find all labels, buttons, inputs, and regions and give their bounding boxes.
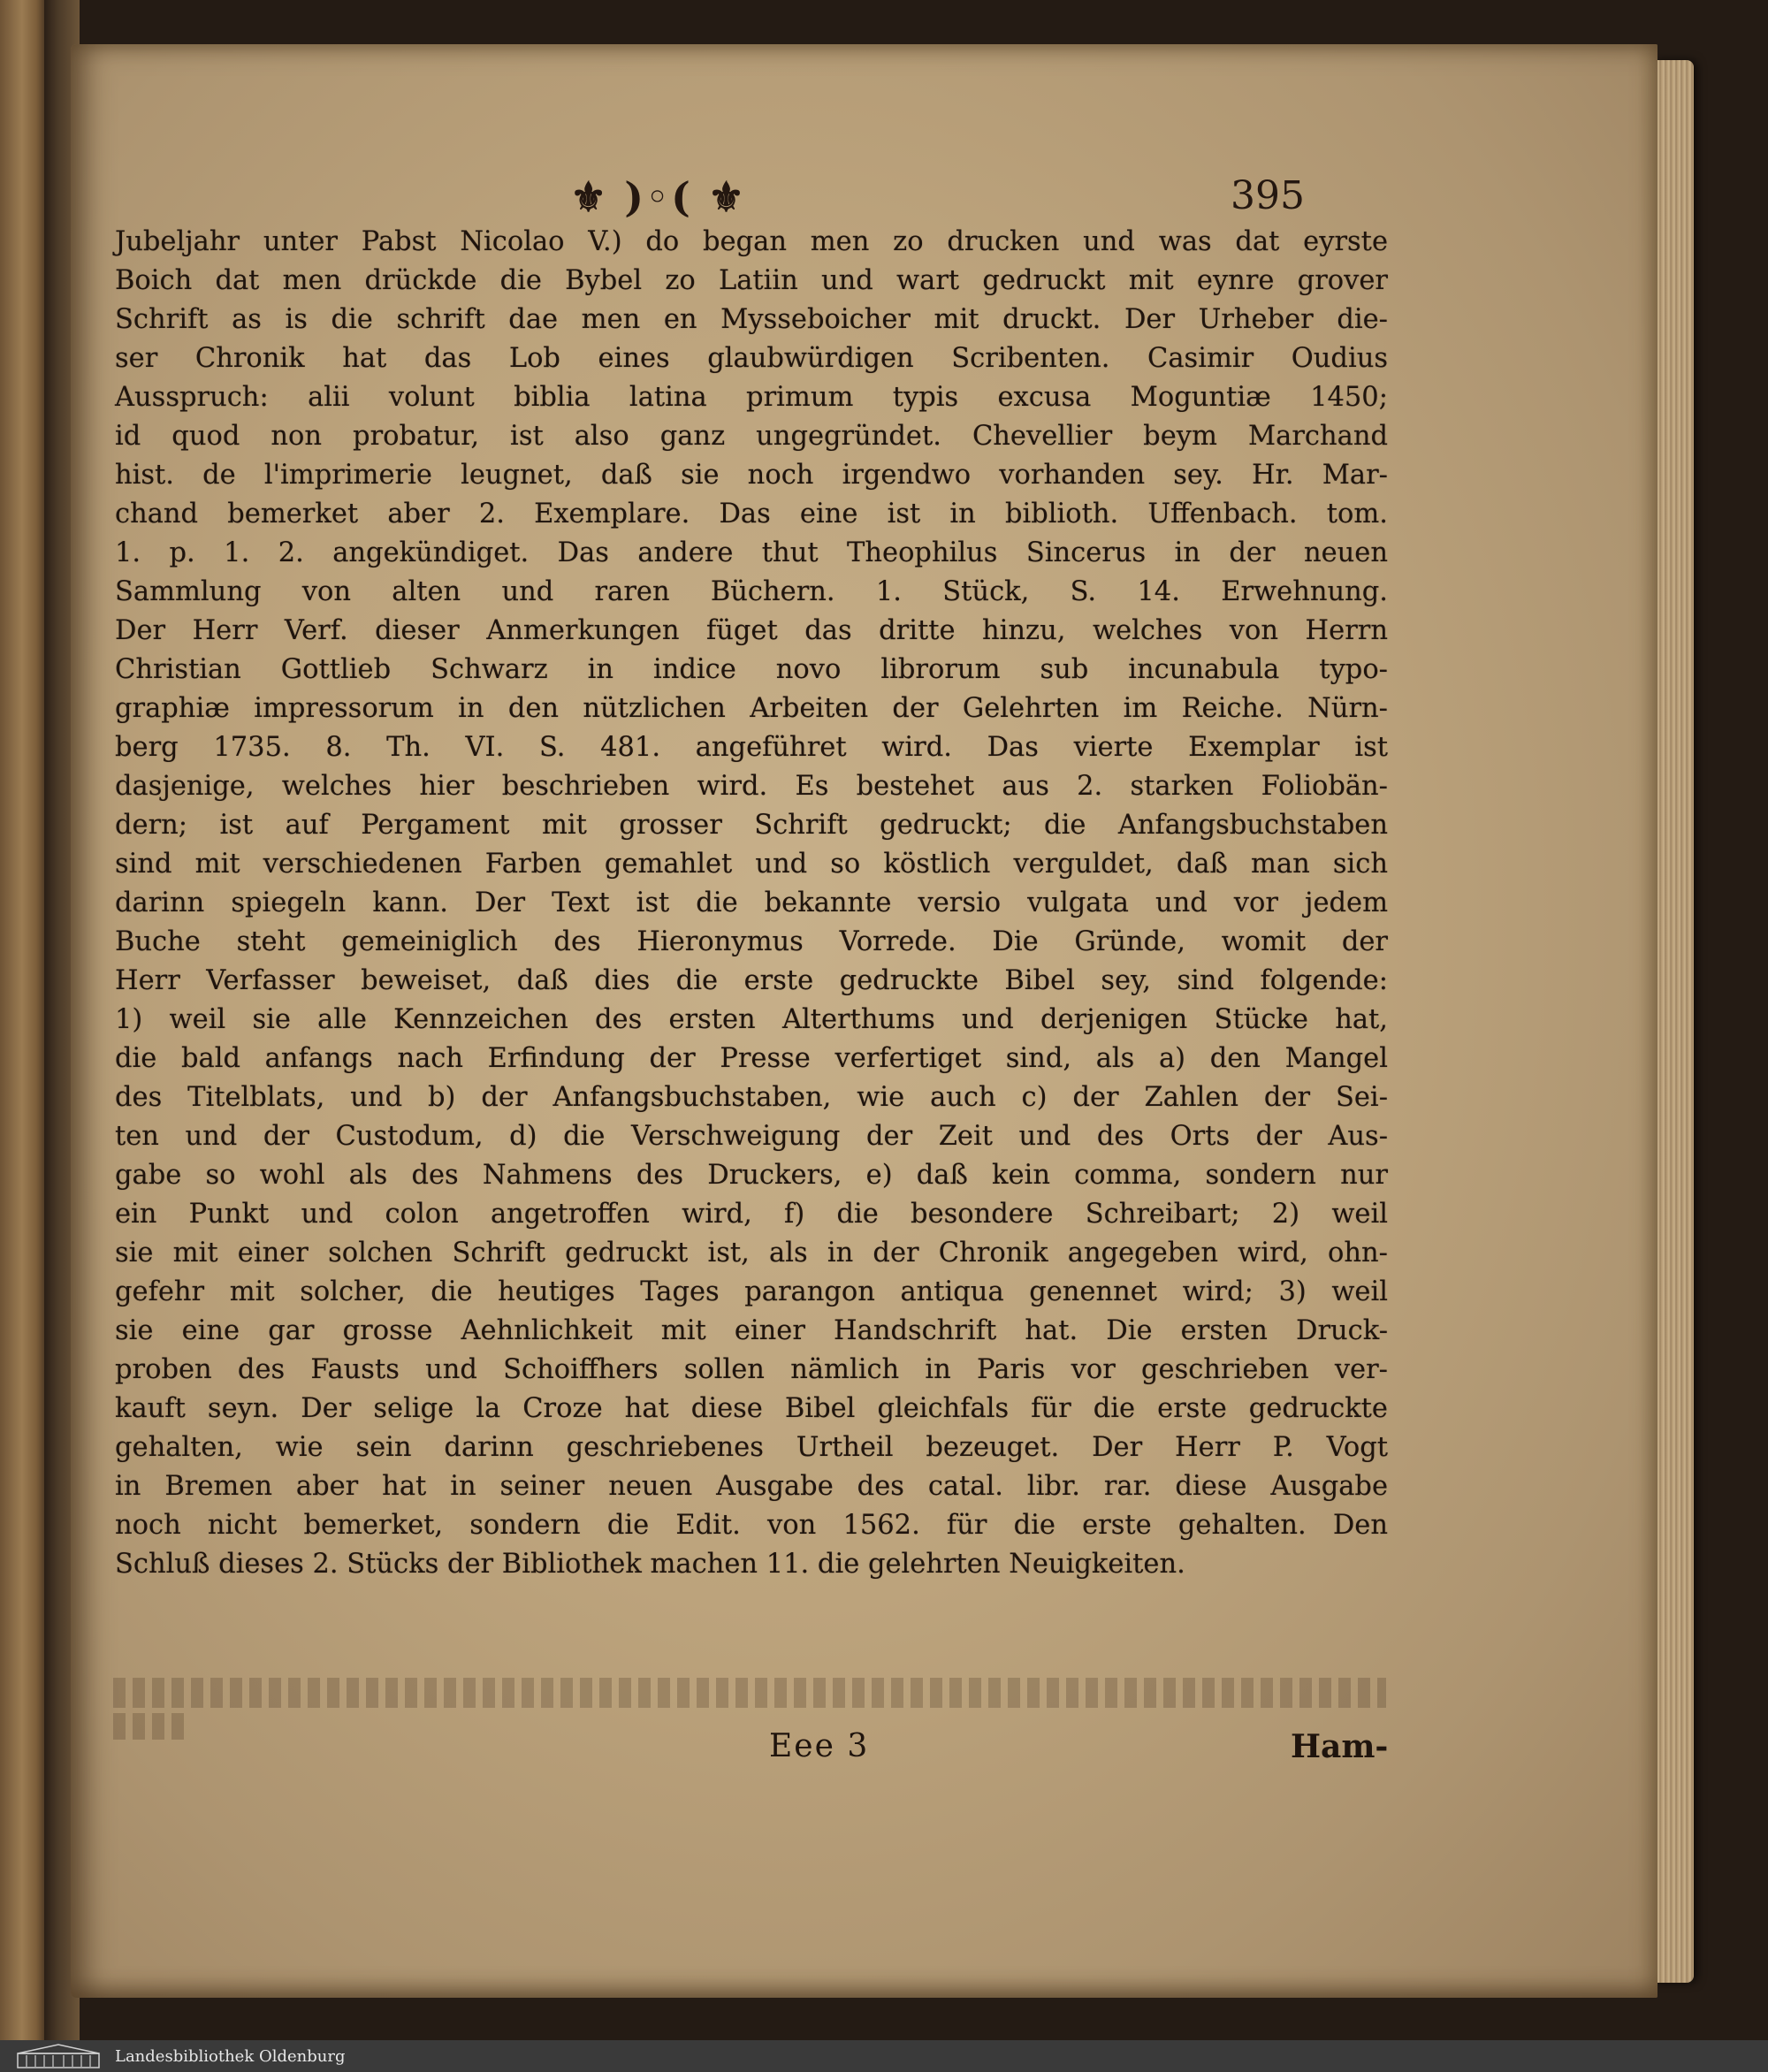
page-number: 395 <box>1231 173 1305 218</box>
text-line: dern; ist auf Pergament mit grosser Schrift gedruckt; die Anfangsbuchstaben <box>115 810 1388 841</box>
text-line: noch nicht bemerket, sondern die Edit. von 1562. für die erste gehalten. Den <box>115 1510 1388 1541</box>
text-line: Buche steht gemeiniglich des Hieronymus Vorrede. Die Gründe, womit der <box>115 926 1388 957</box>
text-line: Sammlung von alten und raren Büchern. 1. Stück, S. 14. Erwehnung. <box>115 576 1388 607</box>
body-text <box>115 223 1388 1584</box>
institution-name: Landesbibliothek Oldenburg <box>115 2046 346 2066</box>
text-line: sie mit einer solchen Schrift gedruckt ist, als in der Chronik angegeben wird, ohn- <box>115 1238 1388 1268</box>
left-page-edge <box>0 0 49 2040</box>
text-line: Jubeljahr unter Pabst Nicolao V.) do began men zo drucken und was dat eyrste <box>115 226 1388 257</box>
text-line: berg 1735. 8. Th. VI. S. 481. angeführet wird. Das vierte Exemplar ist <box>115 732 1388 763</box>
text-line: Boich dat men drückde die Bybel zo Latiin und wart gedruckt mit eynre grover <box>115 265 1388 296</box>
text-line: id quod non probatur, ist also ganz ungegründet. Chevellier beym Marchand <box>115 421 1388 452</box>
text-line: ser Chronik hat das Lob eines glaubwürdigen Scribenten. Casimir Oudius <box>115 343 1388 374</box>
text-line: Herr Verfasser beweiset, daß dies die erste gedruckte Bibel sey, sind folgende: <box>115 965 1388 996</box>
library-building-icon <box>16 2043 101 2069</box>
text-line: Schrift as is die schrift dae men en Mysseboicher mit druckt. Der Urheber die- <box>115 304 1388 335</box>
text-line: darinn spiegeln kann. Der Text ist die bekannte versio vulgata und vor jedem <box>115 887 1388 918</box>
header-ornament: ⚜ )◦( ⚜ <box>570 173 747 221</box>
text-line: 1. p. 1. 2. angekündiget. Das andere thut Theophilus Sincerus in der neuen <box>115 537 1388 568</box>
text-line: Christian Gottlieb Schwarz in indice novo librorum sub incunabula typo- <box>115 654 1388 685</box>
text-line: graphiæ impressorum in den nützlichen Arbeiten der Gelehrten im Reiche. Nürn- <box>115 693 1388 724</box>
text-line: dasjenige, welches hier beschrieben wird. Es bestehet aus 2. starken Foliobän- <box>115 771 1388 802</box>
text-line: Schluß dieses 2. Stücks der Bibliothek machen 11. die gelehrten Neuigkeiten. <box>115 1549 1185 1580</box>
text-line: gehalten, wie sein darinn geschriebenes Urtheil bezeuget. Der Herr P. Vogt <box>115 1432 1388 1463</box>
viewer-footer <box>0 2040 1768 2072</box>
text-line: kauft seyn. Der selige la Croze hat diese Bibel gleichfals für die erste gedruckte <box>115 1393 1388 1424</box>
text-line: sind mit verschiedenen Farben gemahlet und so köstlich verguldet, daß man sich <box>115 849 1388 880</box>
running-head <box>71 173 1658 221</box>
text-line: gabe so wohl als des Nahmens des Druckers, e) daß kein comma, sondern nur <box>115 1160 1388 1191</box>
text-line: ten und der Custodum, d) die Verschweigung der Zeit und des Orts der Aus- <box>115 1121 1388 1152</box>
book-page <box>71 44 1658 1998</box>
text-line: in Bremen aber hat in seiner neuen Ausgabe des catal. libr. rar. diese Ausgabe <box>115 1471 1388 1502</box>
text-line: des Titelblats, und b) der Anfangsbuchstaben, wie auch c) der Zahlen der Sei- <box>115 1082 1388 1113</box>
text-line: die bald anfangs nach Erfindung der Presse verfertiget sind, als a) den Mangel <box>115 1043 1388 1074</box>
text-line: proben des Fausts und Schoiffhers sollen nämlich in Paris vor geschrieben ver- <box>115 1354 1388 1385</box>
catchword: Ham- <box>1291 1728 1389 1765</box>
text-line: Der Herr Verf. dieser Anmerkungen füget das dritte hinzu, welches von Herrn <box>115 615 1388 646</box>
text-line: hist. de l'imprimerie leugnet, daß sie noch irgendwo vorhanden sey. Hr. Mar- <box>115 460 1388 491</box>
text-line: chand bemerket aber 2. Exemplare. Das eine ist in biblioth. Uffenbach. tom. <box>115 499 1388 529</box>
page-fore-edge <box>1651 60 1694 1983</box>
text-line: Ausspruch: alii volunt biblia latina primum typis excusa Moguntiæ 1450; <box>115 382 1388 413</box>
text-line: sie eine gar grosse Aehnlichkeit mit einer Handschrift hat. Die ersten Druck- <box>115 1315 1388 1346</box>
signature-mark: Eee 3 <box>769 1728 870 1764</box>
text-line: ein Punkt und colon angetroffen wird, f) die besondere Schreibart; 2) weil <box>115 1199 1388 1230</box>
show-through-text <box>113 1678 1386 1740</box>
text-line: gefehr mit solcher, die heutiges Tages parangon antiqua genennet wird; 3) weil <box>115 1276 1388 1307</box>
text-line: 1) weil sie alle Kennzeichen des ersten Alterthums und derjenigen Stücke hat, <box>115 1004 1388 1035</box>
